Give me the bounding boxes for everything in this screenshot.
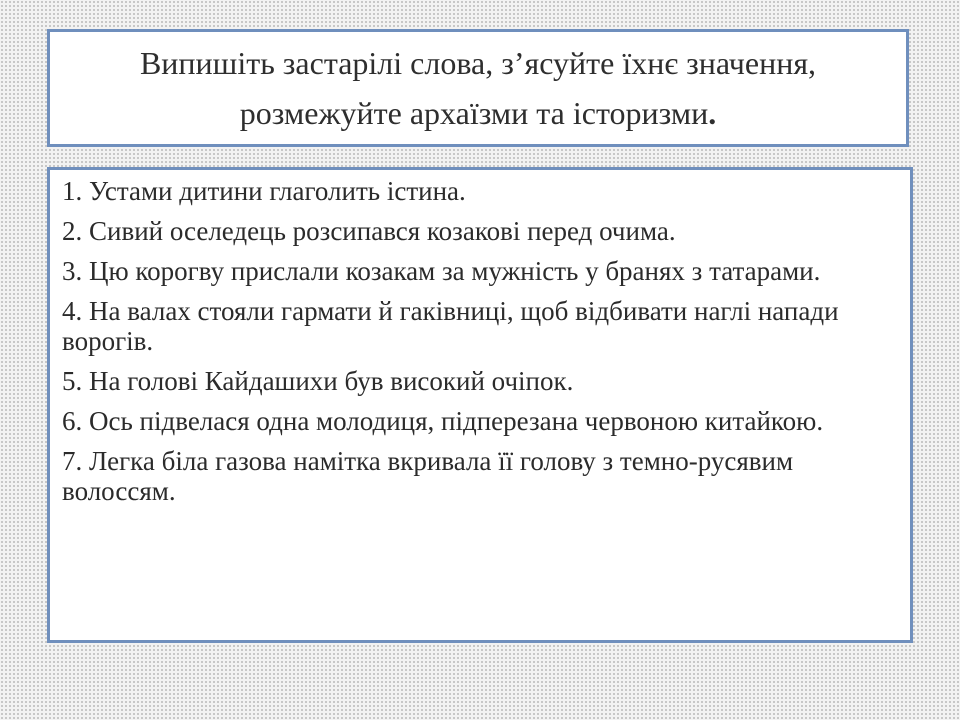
sentence-3: 3. Цю корогву прислали козакам за мужність у бранях з татарами.	[62, 256, 821, 286]
sentence-5: 5. На голові Кайдашихи був високий очіпок.	[62, 366, 574, 396]
sentence-2: 2. Сивий оселедець розсипався козакові перед очима.	[62, 216, 676, 246]
sentence-1: 1. Устами дитини глаголить істина.	[62, 176, 466, 206]
slide-title-text: Випишіть застарілі слова, з’ясуйте їхнє значення, розмежуйте архаїзми та історизми	[139, 45, 817, 131]
sentence-7: 7. Легка біла газова намітка вкривала її голову з темно-русявим волоссям.	[62, 446, 794, 506]
sentence-list-box	[47, 167, 913, 643]
sentence-4: 4. На валах стояли гармати й гаківниці, щоб відбивати наглі напади ворогів.	[62, 296, 839, 356]
sentence-6: 6. Ось підвелася одна молодиця, підперезана червоною китайкою.	[62, 406, 824, 436]
slide-title-period: .	[708, 95, 717, 131]
slide-title	[62, 38, 894, 138]
title-box	[47, 29, 909, 147]
